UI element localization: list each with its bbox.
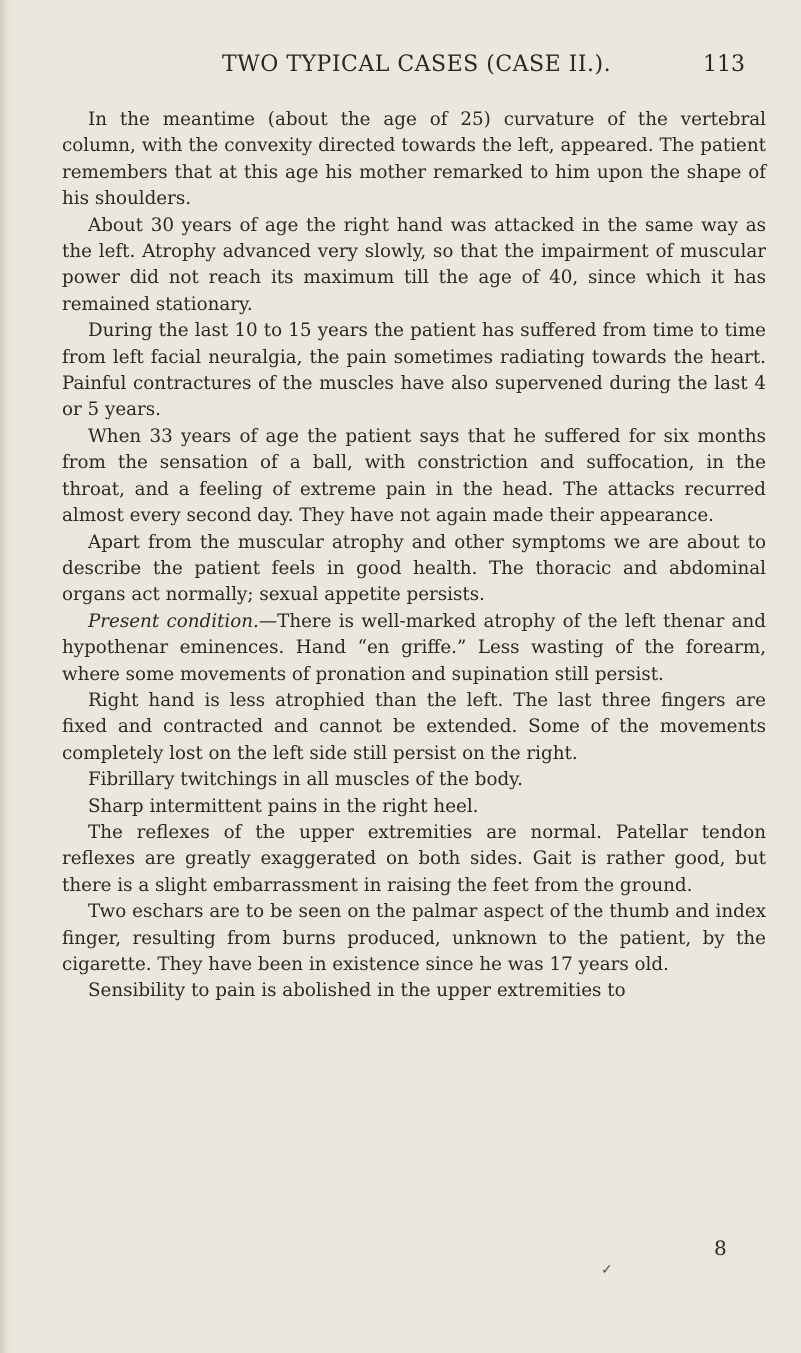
paragraph-text: —There is well-marked atrophy of the left thenar and hypothenar eminences. Hand “en griffe.” Less wasting of the forearm, where some movements of pronation and supination still persist.	[62, 610, 767, 685]
body-text	[62, 107, 766, 1005]
paragraph	[62, 767, 766, 793]
stray-mark: ✓	[601, 1262, 613, 1278]
paragraph	[62, 609, 766, 688]
running-head: TWO TYPICAL CASES (CASE II.).	[222, 52, 612, 77]
section-run-in-heading: Present condition.	[88, 610, 259, 632]
paragraph-text: Apart from the muscular atrophy and other symptoms we are about to describe the patient feels in good health. The thoracic and abdominal organs act normally; sexual appetite persists.	[62, 531, 766, 606]
paragraph	[62, 530, 766, 609]
paragraph-text: Sharp intermittent pains in the right heel.	[88, 795, 479, 817]
page-binding-edge	[0, 0, 14, 1353]
page-header	[0, 52, 801, 92]
paragraph	[62, 794, 766, 820]
paragraph-text: Two eschars are to be seen on the palmar aspect of the thumb and index finger, resulting from burns produced, unknown to the patient, by the cigarette. They have been in existence since he was 17 years old.	[62, 901, 766, 975]
paragraph-text: During the last 10 to 15 years the patient has suffered from time to time from left facial neuralgia, the pain sometimes radiating towards the heart. Painful contractures of the muscles have also supervened during the last 4 or 5 years.	[62, 320, 766, 421]
paragraph	[62, 424, 766, 530]
paragraph-text: Right hand is less atrophied than the left. The last three fingers are fixed and contracted and cannot be extended. Some of the movements completely lost on the left side still persist on the right.	[62, 689, 766, 764]
paragraph	[62, 820, 766, 899]
paragraph	[62, 688, 766, 767]
page-number: 113	[703, 52, 745, 77]
signature-mark: 8	[714, 1236, 727, 1260]
paragraph-text: In the meantime (about the age of 25) curvature of the vertebral column, with the convexity directed towards the left, appeared. The patient remembers that at this age his mother remarked to him upon the shape of his shoulders.	[62, 109, 766, 210]
paragraph-text: Fibrillary twitchings in all muscles of the body.	[88, 769, 523, 791]
paragraph	[62, 899, 766, 978]
paragraph	[62, 978, 766, 1004]
paragraph	[62, 213, 766, 319]
paragraph	[62, 318, 766, 424]
paragraph-text: About 30 years of age the right hand was attacked in the same way as the left. Atrophy advanced very slowly, so that the impairment of muscular power did not reach its maximum till the age of 40, since which it has remained stationary.	[62, 214, 766, 315]
paragraph-text: Sensibility to pain is abolished in the upper extremities to	[88, 980, 626, 1002]
paragraph	[62, 107, 766, 213]
paragraph-text: When 33 years of age the patient says that he suffered for six months from the sensation of a ball, with constriction and suffocation, in the throat, and a feeling of extreme pain in the head. The attacks recurred almost every second day. They have not again made their appearance.	[62, 425, 766, 527]
paragraph-text: The reflexes of the upper extremities are normal. Patellar tendon reflexes are greatly exaggerated on both sides. Gait is rather good, but there is a slight embarrassment in raising the feet from the ground.	[62, 821, 766, 896]
